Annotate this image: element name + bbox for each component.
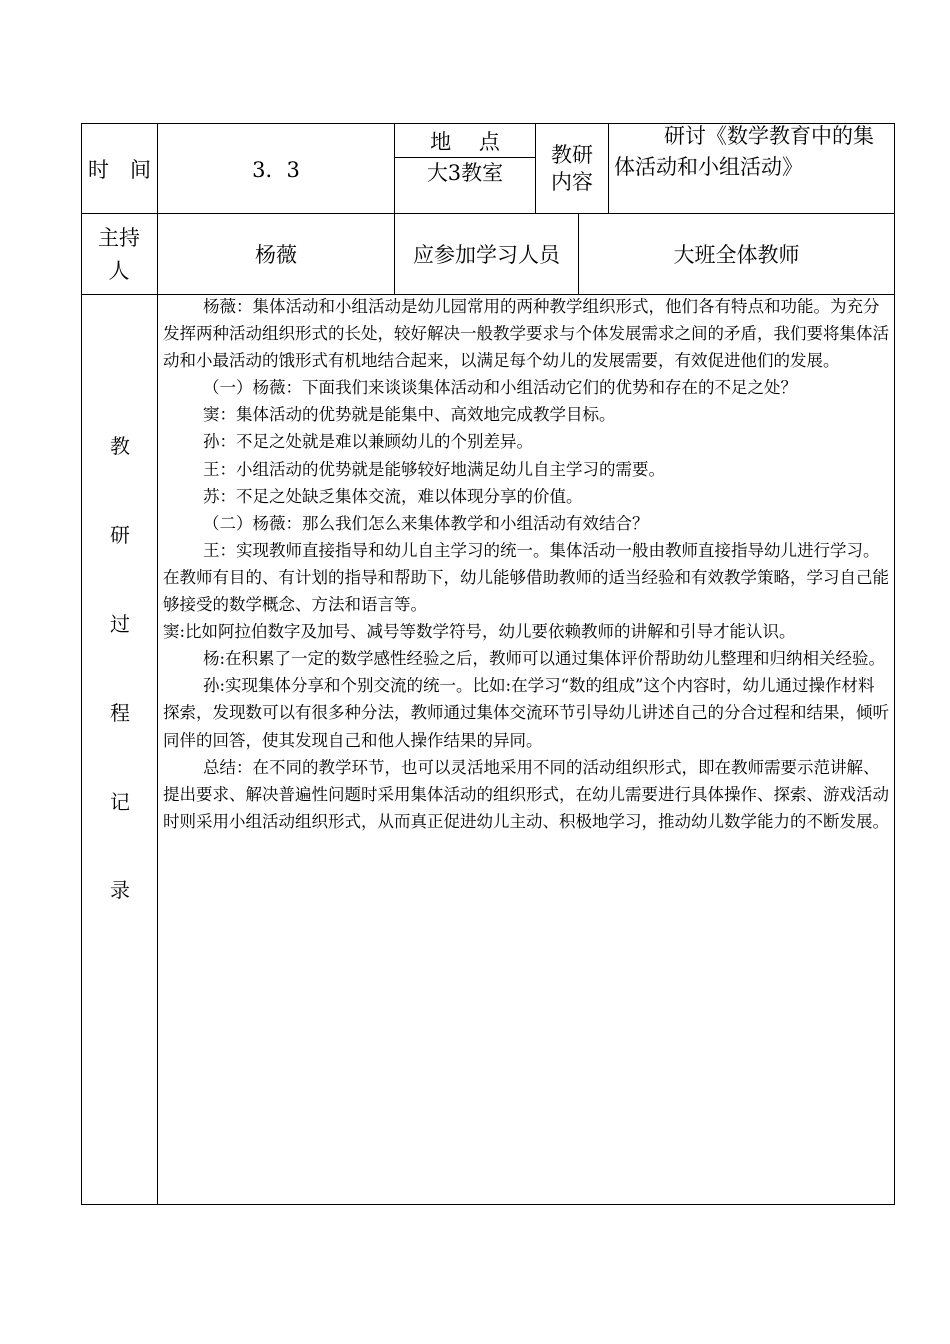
record-label-char-5: 记 — [110, 790, 130, 814]
paragraph-wang-1: 王：小组活动的优势就是能够较好地满足幼儿自主学习的需要。 — [203, 459, 665, 479]
paragraph-question-2: （二）杨薇：那么我们怎么来集体教学和小组活动有效结合？ — [203, 513, 649, 533]
table-left-border — [81, 123, 82, 1205]
record-label-char-1: 教 — [110, 434, 130, 458]
record-body — [163, 293, 890, 835]
paragraph-summary: 总结：在不同的教学环节，也可以灵活地采用不同的活动组织形式，即在教师需要示范讲解、提出要求、解决普遍性问题时采用集体活动的组织形式，在幼儿需要进行具体操作、探索、游戏活动时则采用小组活动组织形式，从而真正促进幼儿主动、积极地学习，推动幼儿数学能力的不断发展。 — [163, 757, 889, 831]
content-value: 研讨《数学教育中的集体活动和小组活动》 — [614, 124, 874, 179]
record-label-char-2: 研 — [110, 523, 130, 547]
paragraph-dou-1: 窦：集体活动的优势就是能集中、高效地完成教学目标。 — [203, 405, 616, 425]
content-label: 教研内容 — [551, 143, 593, 194]
paragraph-dou-2: 窦:比如阿拉伯数字及加号、减号等数学符号，幼儿要依赖教师的讲解和引导才能认识。 — [163, 622, 796, 642]
table-right-border — [894, 123, 895, 1205]
record-label-char-3: 过 — [110, 612, 130, 636]
table-bottom-border — [81, 1204, 895, 1205]
attendees-value: 大班全体教师 — [673, 243, 800, 267]
paragraph-yang-2: 杨:在积累了一定的数学感性经验之后，教师可以通过集体评价帮助幼儿整理和归纳相关经验。 — [203, 649, 886, 669]
row1-col4-border — [608, 123, 609, 214]
paragraph-su-1: 苏：不足之处缺乏集体交流，难以体现分享的价值。 — [203, 486, 583, 506]
row1-col3-border — [535, 123, 536, 214]
host-label: 主持人 — [98, 226, 140, 283]
record-label-char-6: 录 — [110, 878, 130, 902]
paragraph-intro: 杨薇：集体活动和小组活动是幼儿园常用的两种教学组织形式，他们各有特点和功能。为充分发挥两种活动组织形式的长处，较好解决一般教学要求与个体发展需求之间的矛盾，我们要将集体活动和小最活动的饿形式有机地结合起来，以满足每个幼儿的发展需要，有效促进他们的发展。 — [163, 297, 889, 371]
paragraph-wang-2: 王：实现教师直接指导和幼儿自主学习的统一。集体活动一般由教师直接指导幼儿进行学习。在教师有目的、有计划的指导和帮助下，幼儿能够借助教师的适当经验和有效教学策略，学习自己能够接受的数学概念、方法和语言等。 — [163, 540, 889, 615]
location-label: 地 点 — [430, 129, 500, 154]
attendees-label: 应参加学习人员 — [413, 243, 560, 267]
time-value: 3．3 — [252, 157, 300, 182]
record-label-char-4: 程 — [110, 701, 130, 725]
time-label: 时 间 — [88, 157, 151, 182]
paragraph-question-1: （一）杨薇：下面我们来谈谈集体活动和小组活动它们的优势和存在的不足之处？ — [203, 378, 797, 398]
host-value: 杨薇 — [255, 243, 297, 267]
location-value: 大3教室 — [426, 161, 504, 185]
paragraph-sun-2: 孙:实现集体分享和个别交流的统一。比如:在学习“数的组成”这个内容时，幼儿通过操作材料探索，发现数可以有很多种分法，教师通过集体交流环节引导幼儿讲述自己的分合过程和结果，倾听同伴的回答，使其发现自己和他人操作结果的异同。 — [163, 676, 889, 750]
paragraph-sun-1: 孙：不足之处就是难以兼顾幼儿的个别差异。 — [203, 432, 533, 452]
